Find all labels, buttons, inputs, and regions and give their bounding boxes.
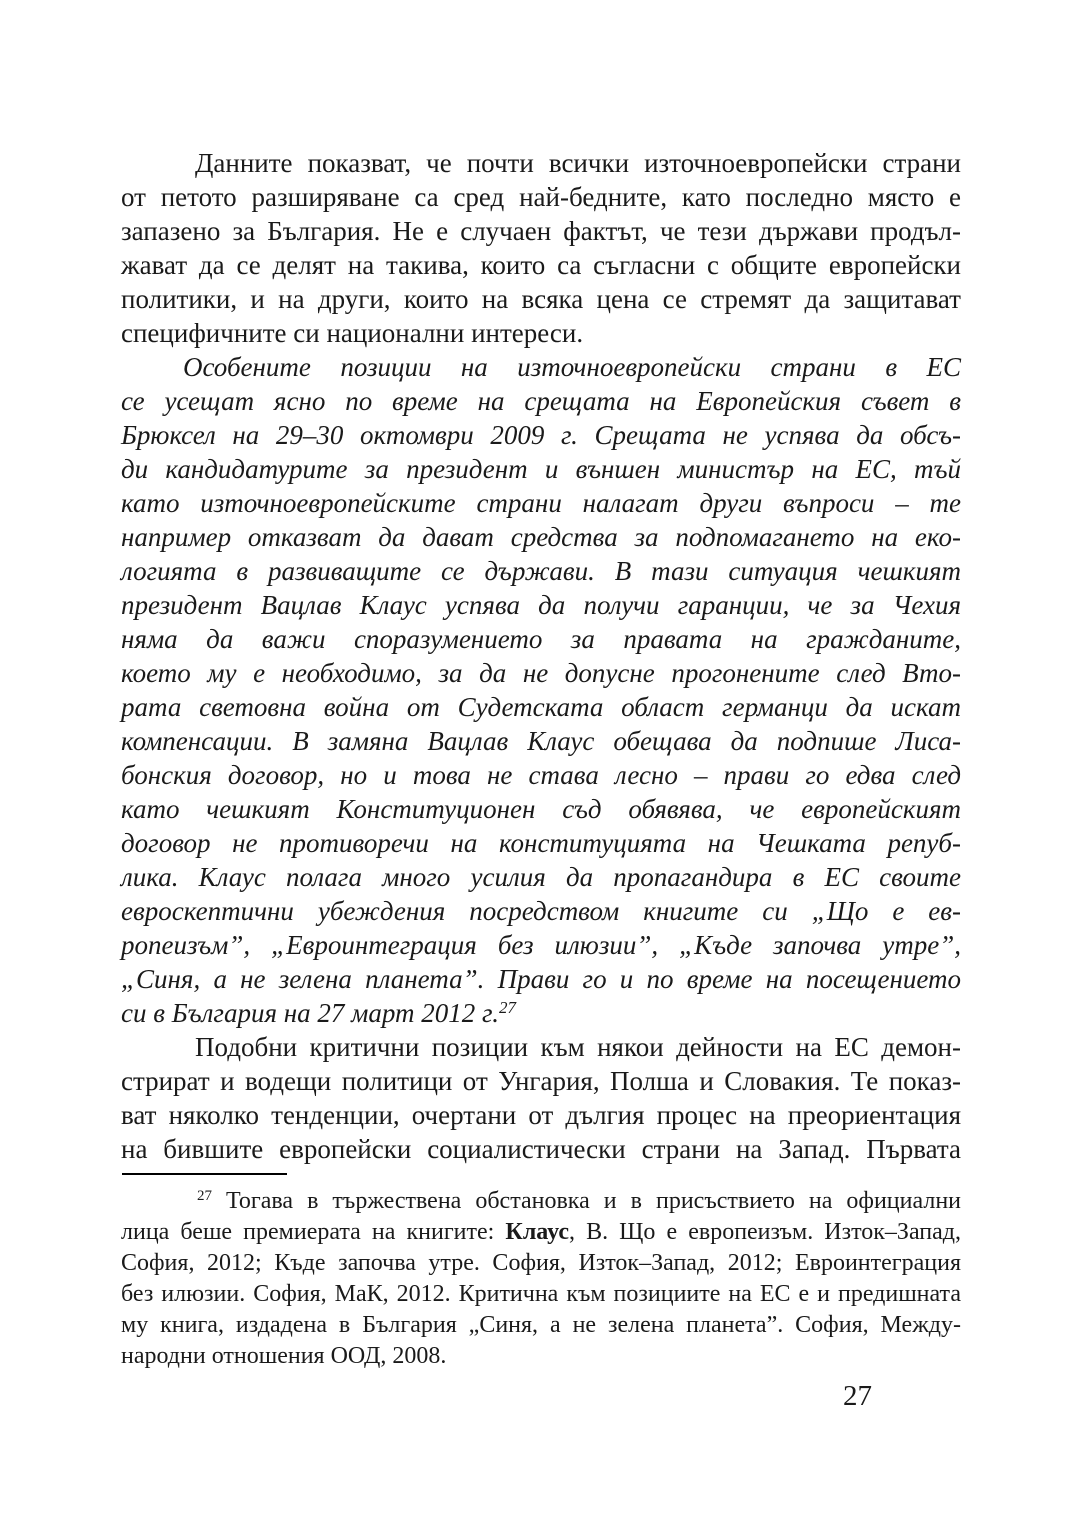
text-span: Тогава в тържествена обстановка и в присъствието на официални [226, 1188, 962, 1214]
main-text-block [121, 146, 961, 1166]
footnote-line: София, 2012; Къде започва утре. София, Изток–Запад, 2012; Евроинтеграция [121, 1250, 961, 1276]
text-line: ди кандидатурите за президент и външен министър на ЕС, тъй [121, 454, 961, 484]
page-number: 27 [843, 1380, 872, 1412]
paragraph-intro [121, 146, 961, 350]
text-line: политики, и на други, които на всяка цена се стремят да защитават [121, 284, 961, 314]
text-line: запазено за България. Не е случаен фактът, че тези държави продъл- [121, 216, 961, 246]
footnote-line [121, 1217, 961, 1248]
footnote-line: без илюзии. София, МаК, 2012. Критична към позициите на ЕС е и предишната [121, 1281, 961, 1307]
text-line: на бившите европейски социалистически страни на Запад. Първата [121, 1134, 961, 1164]
paragraph-critical-positions [121, 1030, 961, 1166]
footnote-line: народни отношения ООД, 2008. [121, 1343, 447, 1369]
footnote-separator [122, 1173, 287, 1175]
text-line: компенсации. В замяна Вацлав Клаус обещава да подпише Лиса- [121, 726, 961, 756]
text-line: което му е необходимо, за да не допусне прогонените след Вто- [121, 658, 961, 688]
text-span: , В. Що е европеизъм. Изток–Запад, [568, 1219, 961, 1245]
text-line: от петото разширяване са сред най-бедните, като последно място е [121, 182, 961, 212]
footnote-line [121, 1186, 961, 1217]
text-line: логията в развиващите се държави. В тази ситуация чешкият [121, 556, 961, 586]
footnote-block [121, 1186, 961, 1372]
text-line: договор не противоречи на конституцията на Чешката репуб- [121, 828, 961, 858]
text-line: президент Вацлав Клаус успява да получи гаранции, че за Чехия [121, 590, 961, 620]
text-line: жават да се делят на такива, които са съгласни с общите европейски [121, 250, 961, 280]
text-line: като източноевропейските страни налагат други въпроси – те [121, 488, 961, 518]
text-line: „Синя, а не зелена планета”. Прави го и по време на посещението [121, 964, 961, 994]
text-line: ропеизъм”, „Евроинтеграция без илюзии”, „Къде започва утре”, [121, 930, 961, 960]
author-name: Клаус [505, 1219, 569, 1245]
footnote-line: му книга, издадена в България „Синя, а не зелена планета”. София, Между- [121, 1312, 961, 1338]
text-line: Брюксел на 29–30 октомври 2009 г. Срещата не успява да обсъ- [121, 420, 961, 450]
text-line: например отказват да дават средства за подпомагането на еко- [121, 522, 961, 552]
paragraph-italic-klaus [121, 350, 961, 1030]
text-line: Данните показват, че почти всички източноевропейски страни [195, 148, 961, 178]
text-line: бонския договор, но и това не става лесно – прави го едва след [121, 760, 961, 790]
text-line [121, 996, 961, 1030]
text-line: рата световна война от Судетската област германци да искат [121, 692, 961, 722]
text-line: специфичните си национални интереси. [121, 318, 584, 348]
text-line: Особените позиции на източноевропейски страни в ЕС [183, 352, 961, 382]
text-line: като чешкият Конституционен съд обявява, че европейският [121, 794, 961, 824]
text-line: лика. Клаус полага много усилия да пропагандира в ЕС своите [121, 862, 961, 892]
footnote-reference: 27 [498, 998, 516, 1017]
text-line: ват няколко тенденции, очертани от дългия процес на преориентация [121, 1100, 961, 1130]
footnote-number: 27 [197, 1188, 212, 1204]
text-line: се усещат ясно по време на срещата на Европейския съвет в [121, 386, 961, 416]
text-line: евроскептични убеждения посредством книгите си „Що е ев- [121, 896, 961, 926]
text-line: стрират и водещи политици от Унгария, Полша и Словакия. Те показ- [121, 1066, 961, 1096]
text-span: лица беше премиерата на книгите: [121, 1219, 506, 1245]
text-line: Подобни критични позиции към някои дейности на ЕС демон- [195, 1032, 961, 1062]
text-line: няма да важи споразумението за правата на гражданите, [121, 624, 961, 654]
text-span: си в България на 27 март 2012 г. [121, 998, 499, 1028]
